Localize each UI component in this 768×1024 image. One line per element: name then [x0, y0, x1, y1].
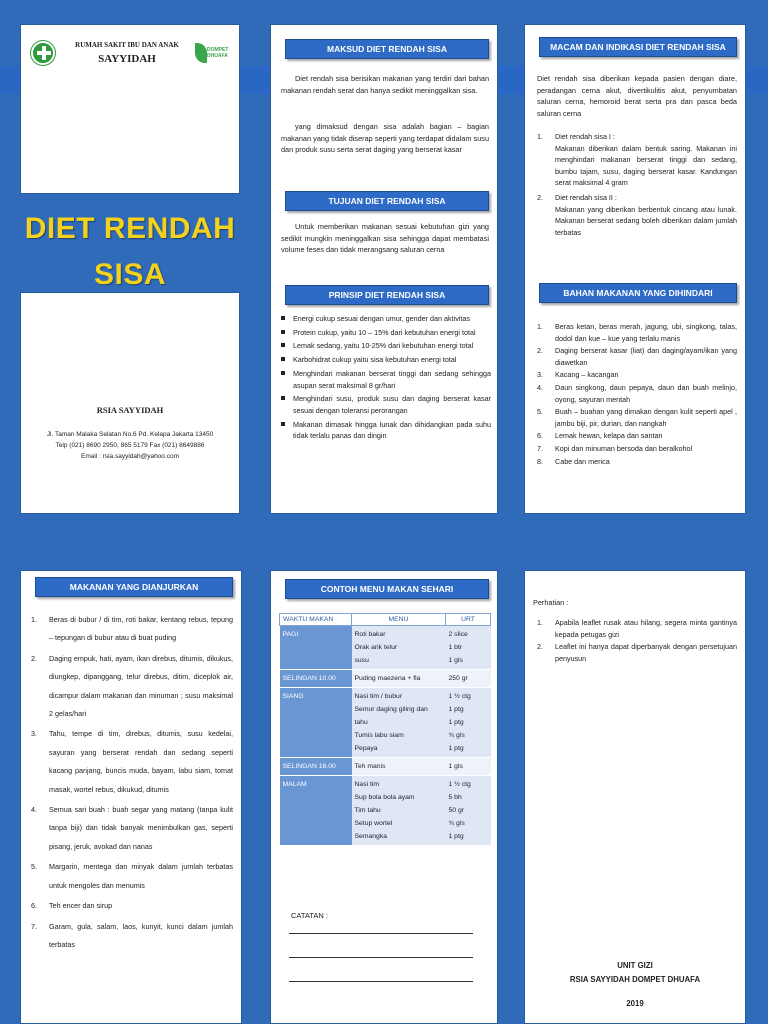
table-row [280, 670, 491, 688]
tujuan-p1: Untuk memberikan makanan sesuai kebutuhan gizi yang sedikit mungkin meninggalkan sisa sehingga dapat membatasi volume feses dan tidak merangsang saluran cerna [281, 222, 489, 255]
connector-strip [240, 66, 270, 94]
menu-panel [270, 570, 498, 1024]
list-item: Menghindari makanan berserat tinggi dan sedang sehingga asupan serat maksimal 8 gr/hari [279, 368, 491, 391]
list-item: 4. Semua sari buah : buah segar yang matang (tanpa kulit tanpa biji) dan tidak banyak menimbulkan gas, seperti pisang, jeruk, avokad dan nanas [31, 805, 233, 851]
list-item: 2. Daging empuk, hati, ayam, ikan direbus, ditumis, dikukus, diungkep, dipanggang, telur direbus, ditim, diceplok air, dicampur dalam makanan dan minuman ; susu maksimal 2 gelas/hari [31, 653, 233, 719]
meal-menu: Puding maezena + fla [352, 670, 446, 688]
closing-org: RSIA SAYYIDAH DOMPET DHUAFA [569, 975, 701, 984]
meal-urt: 250 gr [446, 670, 491, 688]
list-item: 2. Diet rendah sisa II : Makanan yang diberikan berbentuk cincang atau lunak. Makanan berserat sedang boleh diberikan dalam jumlah terbatas [537, 192, 737, 237]
col-menu: MENU [352, 614, 446, 626]
menu-heading: CONTOH MENU MAKAN SEHARI [285, 579, 489, 599]
maksud-p2: yang dimaksud dengan sisa adalah bagian – bagian makanan yang tidak diserap seperti yang terdapat didalam susu dan produk susu serta serat daging yang berserat kasar [281, 122, 489, 155]
macam-intro: Diet rendah sisa diberikan kepada pasien dengan diare, peradangan cerna akut, divertikulitis akut, penyumbatan saluran cerna, hemoroid berat serta pra dan pasca beda saluran cerna [537, 74, 737, 118]
prinsip-heading: PRINSIP DIET RENDAH SISA [285, 285, 489, 305]
dianjurkan-heading: MAKANAN YANG DIANJURKAN [35, 577, 233, 597]
unit-name: UNIT GIZI [617, 961, 653, 970]
dihindari-heading: BAHAN MAKANAN YANG DIHINDARI [539, 283, 737, 303]
menu-table [279, 613, 491, 846]
list-item: 5. Buah – buahan yang dimakan dengan kulit seperti apel , jambu biji, pir, durian, dan nangkah [537, 407, 737, 428]
org-name: RSIA SAYYIDAH [96, 405, 164, 415]
maksud-tujuan-panel [270, 24, 498, 514]
meal-time: SELINGAN 10.00 [280, 670, 352, 688]
dianjurkan-list [27, 611, 233, 956]
table-header-row [280, 614, 491, 626]
maksud-p1: Diet rendah sisa berisikan makanan yang terdiri dari bahan makanan rendah serat dan hanya sedikit meninggalkan sisa. [281, 74, 489, 95]
note-line [289, 933, 473, 934]
list-item: Lemak sedang, yaitu 10-25% dari kebutuhan energi total [279, 340, 491, 352]
org-info-panel [20, 292, 240, 514]
meal-urt: 1 gls [446, 758, 491, 776]
col-time: WAKTU MAKAN [280, 614, 352, 626]
note-line [289, 981, 473, 982]
catatan-label: CATATAN : [291, 911, 328, 920]
list-item: 2. Daging berserat kasar (liat) dan daging/ayam/ikan yang diawetkan [537, 346, 737, 367]
list-item: Karbohidrat cukup yaitu sisa kebutuhan energi total [279, 354, 491, 366]
meal-time: SELINGAN 16.00 [280, 758, 352, 776]
hospital-header [29, 39, 231, 73]
list-item: 3. Kacang – kacangan [537, 370, 619, 380]
meal-urt: 1 ½ ctg 1 ptg 1 ptg ¾ gls 1 ptg [446, 688, 491, 758]
hospital-name: SAYYIDAH [98, 53, 156, 65]
org-address: Jl. Taman Malaka Selatan No.6 Pd. Kelapa Jakarta 13450 Telp (021) 8690 2950, 865 5179 Fax (021) 8649886 Email : rsia.sayyidah@yahoo.com [46, 431, 214, 460]
closing-panel [524, 570, 746, 1024]
table-row [280, 688, 491, 758]
list-item: 3. Tahu, tempe di tim, direbus, ditumis, susu kedelai, sayuran yang berserat rendah dan sedang seperti kacang panjang, buncis muda, bayam, labu siam, tomat masak, wortel rebus, dikukud, ditumis [31, 729, 233, 794]
dihindari-list [533, 321, 737, 468]
list-item: Menghindari susu, produk susu dan daging berserat kasar sesuai dengan toleransi perorangan [279, 393, 491, 416]
list-item: 6. Lemak hewan, kelapa dan santan [537, 431, 663, 441]
list-item: 1. Diet rendah sisa I : Makanan diberikan dalam bentuk saring. Makanan ini menghindari makanan berserat tinggi dan sedang, bumbu tajam, susu, daging berserat kasar. Kandungan serat maksimal 4 gram [537, 132, 737, 188]
list-item: 7. Kopi dan minuman bersoda dan beralkohol [537, 443, 693, 453]
meal-time: PAGI [280, 626, 352, 670]
hospital-type: RUMAH SAKIT IBU DAN ANAK [75, 41, 179, 49]
meal-urt: 1 ½ ctg 5 bh 50 gr ¾ gls 1 ptg [446, 776, 491, 846]
table-row [280, 758, 491, 776]
meal-time: MALAM [280, 776, 352, 846]
title-line-2: SISA [93, 258, 167, 291]
note-line [289, 957, 473, 958]
list-item: 1. Beras di bubur / di tim, roti bakar, kentang rebus, tepung – tepungan di bubur atau di buat puding [31, 615, 233, 643]
meal-menu: Teh manis [352, 758, 446, 776]
col-urt: URT [446, 614, 491, 626]
connector-strip [0, 66, 20, 94]
table-row [280, 626, 491, 670]
leaflet-title [20, 206, 240, 298]
tujuan-heading: TUJUAN DIET RENDAH SISA [285, 191, 489, 211]
macam-list [533, 131, 737, 239]
connector-strip [498, 66, 524, 94]
closing-year: 2019 [626, 999, 644, 1008]
prinsip-list [279, 313, 491, 444]
list-item: 1. Apabila leaflet rusak atau hilang, segera minta gantinya kepada petugas gizi [537, 618, 737, 639]
hospital-cross-logo-icon [31, 41, 55, 65]
connector-strip [746, 66, 768, 94]
list-item: 5. Margarin, mentega dan minyak dalam jumlah terbatas untuk mengoles dan menumis [31, 862, 233, 890]
perhatian-list [533, 617, 737, 665]
macam-heading: MACAM DAN INDIKASI DIET RENDAH SISA [539, 37, 737, 57]
list-item: 8. Cabe dan merica [537, 456, 610, 466]
meal-urt: 2 slice 1 btr 1 gls [446, 626, 491, 670]
macam-dihindari-panel [524, 24, 746, 514]
table-row [280, 776, 491, 846]
list-item: 7. Garam, gula, salam, laos, kunyit, kunci dalam jumlah terbatas [31, 921, 233, 949]
meal-menu: Nasi tim / bubur Semur daging giling dan tahu Tumis labu siam Pepaya [352, 688, 446, 758]
dompet-dhuafa-logo-icon: DOMPET DHUAFA [195, 41, 229, 69]
list-item: Energi cukup sesuai dengan umur, gender dan aktivitas [279, 313, 491, 325]
list-item: 2. Leaflet ini hanya dapat diperbanyak dengan persetujuan penyusun [537, 642, 737, 663]
dianjurkan-panel [20, 570, 242, 1024]
list-item: 1. Beras ketan, beras merah, jagung, ubi, singkong, talas, dodol dan kue – kue yang terlalu manis [537, 322, 737, 343]
perhatian-label: Perhatian : [533, 598, 569, 607]
meal-menu: Roti bakar Orak arik telur susu [352, 626, 446, 670]
list-item: 6. Teh encer dan sirup [31, 901, 113, 911]
title-line-1: DIET RENDAH [24, 212, 236, 245]
list-item: 4. Daun singkong, daun pepaya, daun dan buah melinjo, oyong, sayuran mentah [537, 382, 737, 404]
meal-time: SIANG [280, 688, 352, 758]
list-item: Protein cukup, yaitu 10 – 15% dari kebutuhan energi total [279, 327, 491, 339]
list-item: Makanan dimasak hingga lunak dan dihidangkan pada suhu tidak terlalu panas dan dingin [279, 419, 491, 442]
cover-header-panel [20, 24, 240, 194]
maksud-heading: MAKSUD DIET RENDAH SISA [285, 39, 489, 59]
meal-menu: Nasi tim Sup bola bola ayam Tim tahu Setup wortel Semangka [352, 776, 446, 846]
